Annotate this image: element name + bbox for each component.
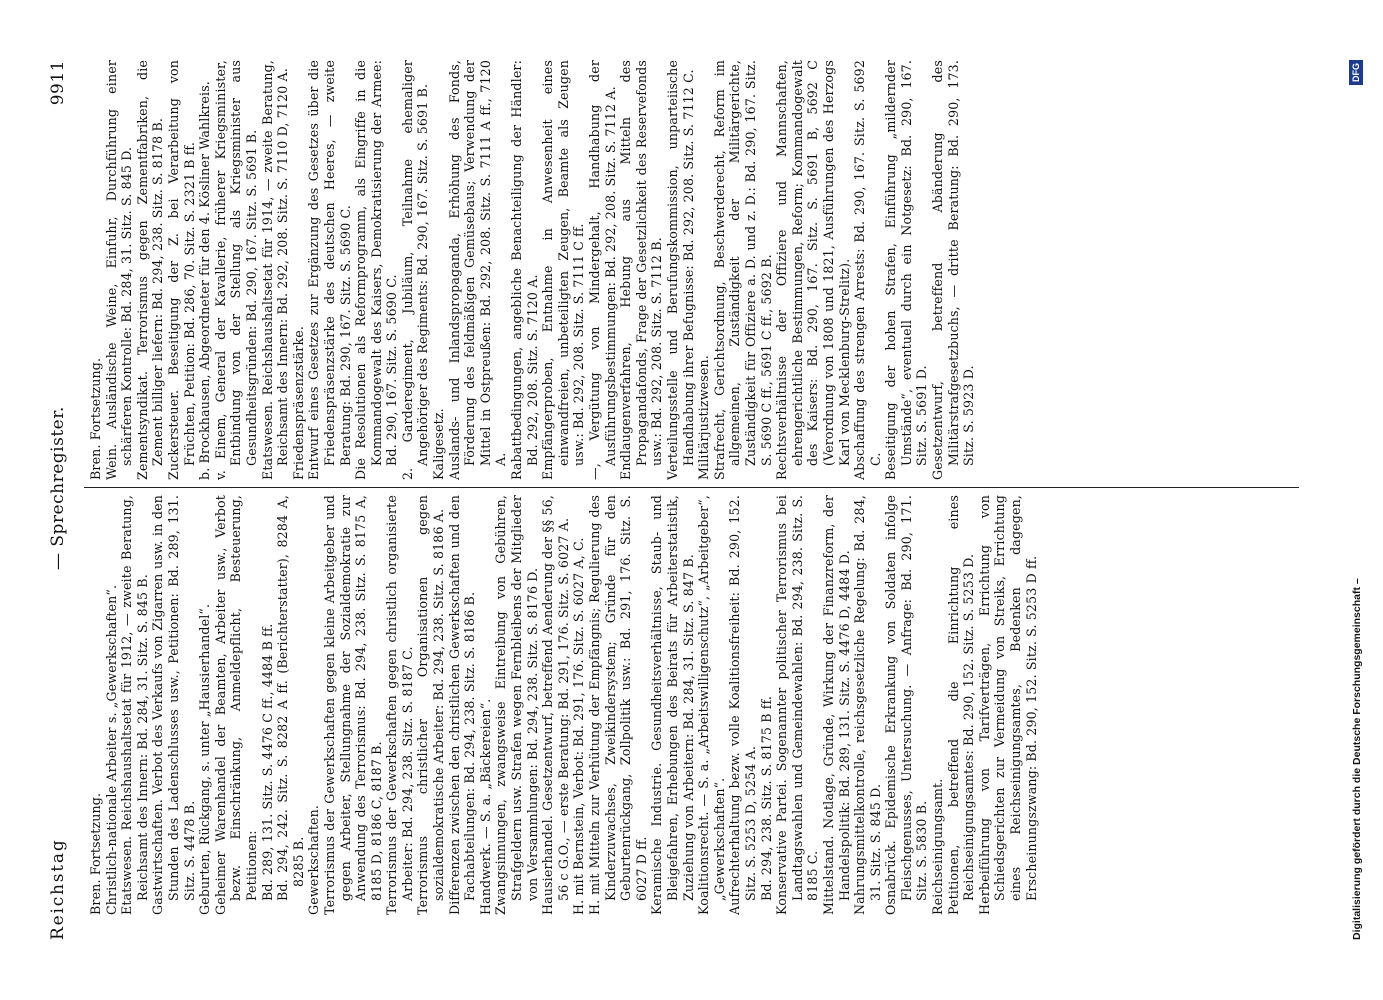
left-column-entry: Terrorismus der Gewerkschaften gegen kleine Arbeitgeber und gegen Arbeiter, Stellungnahme der Sozialdemokratie zur Anwendung des Terrorismus: Bd. 294, 238. Sitz. S. 8175 A, 8185 D, 8186 C, 8187 B. xyxy=(321,495,384,915)
left-column-entry: Terrorismus der Gewerkschaften gegen christlich organisierte Arbeiter: Bd. 294, 238. Sitz. S. 8187 C. xyxy=(384,495,415,915)
left-column-entry: Bd. 289, 131. Sitz. S. 4476 C ff., 4484 B ff. xyxy=(259,623,275,901)
right-column-entry: Kaligesetz. xyxy=(431,408,447,480)
right-column-entry: Rechtsverhältnisse der Offiziere und Mannschaften, ehrengerichtliche Bestimmungen, Reform; Kommandogewalt des Kaisers: Bd. 290, 167. Sitz. S. 5691 B, 5692 C (Verordnung von 1808 und 1821, Ausführungen des Herzogs Karl von Mecklenburg-Strelitz). xyxy=(774,60,852,480)
left-column-entry: Konservative Partei. Sogenannter politischer Terrorismus bei Landtagswahlen und Gemeindewahlen: Bd. 294, 238. Sitz. S. 8185 C. xyxy=(774,495,821,915)
left-column-entry: Mittelstand. Notlage, Gründe, Wirkung der Finanzreform, der Handelspolitik: Bd. 289, 131. Sitz. S. 4476 D, 4484 D. xyxy=(820,495,852,915)
left-column-entry: Bd. 294, 242. Sitz. S. 8282 A ff. (Berichterstatter), 8284 A, 8285 B. xyxy=(275,495,306,901)
right-column-entry: v. Einem, General der Kavallerie, früherer Kriegsminister, Entbindung von der Stellung als Kriegsminister aus Gesundheitsgründen: Bd. 290, 167. Sitz. S. 5691 B. xyxy=(212,60,259,480)
right-column-entry: Gesetzentwurf, betreffend Abänderung des Militärstrafgesetzbuchs, — dritte Beratung: Bd. 290, 173. Sitz. S. 5923 D. xyxy=(930,60,977,480)
column-divider xyxy=(84,487,1299,488)
right-column-entry: 2. Garderegiment, Jubiläum, Teilnahme ehemaliger Angehöriger des Regiments: Bd. 290, 167. Sitz. S. 5691 B. xyxy=(399,60,431,480)
right-column-entry: Verteilungsstelle und Berufungskommission, unparteiische Handhabung ihrer Befugnisse: Bd. 292, 208. Sitz. S. 7112 C. xyxy=(664,60,696,480)
right-column-entry: Die Resolutionen als Reformprogramm, als Eingriffe in die Kommandogewalt des Kaisers, Demokratisierung der Armee: Bd. 290, 167. Sitz. S. 5690 C. xyxy=(353,60,400,480)
left-column-entry: Etatswesen. Reichshaushaltsetat für 1912, — zweite Beratung, Reichsamt des Innern: Bd. 284, 31. Sitz. S. 845 B. xyxy=(119,495,150,915)
credit-text: Digitalisierung gefördert durch die Deutsche Forschungsgemeinschaft – xyxy=(1351,578,1363,940)
right-column-entry: Bren. Fortsetzung. xyxy=(88,357,103,480)
left-column-entry: Hausierhandel. Gesetzentwurf, betreffend Aenderung der §§ 56, 56 c G.O., — erste Beratung: Bd. 291, 176. Sitz. S. 6027 A. xyxy=(540,495,571,915)
right-column-entry: Wein. Ausländische Weine, Einfuhr, Durchführung einer schärferen Kontrolle: Bd. 284, 31. Sitz. S. 845 D. xyxy=(103,60,135,480)
left-column-entry: H. mit Mitteln zur Verhütung der Empfängnis; Regulierung des Kinderzuwachses, Zweikindersystem; Gründe für den Geburtenrückgang, Zollpolitik usw.: Bd. 291, 176. Sitz. S. 6027 D ff. xyxy=(587,495,649,915)
header-middle: — Sprechregister. xyxy=(48,406,68,570)
digitization-credit xyxy=(1350,60,1366,940)
right-column-entry: Zementsyndikat. Terrorismus gegen Zementfabriken, die Zement billiger liefern: Bd. 294, 238. Sitz. S. 8178 B. xyxy=(134,60,166,480)
right-column-entry: Abschaffung des strengen Arrests: Bd. 290, 167. Sitz. S. 5692 C. xyxy=(852,60,883,480)
left-column-entry: Geheimer Warenhandel der Beamten, Arbeiter usw., Verbot bezw. Einschränkung, Anmeldepflicht, Besteuerung, Petitionen: xyxy=(212,495,259,915)
left-column-entry: Geburten, Rückgang, s. unter „Hausierhandel“. xyxy=(197,603,213,915)
right-column-entry: Friedenspräsenzstärke. xyxy=(290,325,306,480)
left-column-entry: H. mit Bernstein, Verbot: Bd. 291, 176. Sitz. S. 6027 A, C. xyxy=(571,537,587,915)
left-column-entry: Bren. Fortsetzung. xyxy=(88,792,103,915)
left-column-entry: Petitionen, betreffend die Einrichtung eines Reichseinigungsamtes: Bd. 290, 152. Sitz. S. 5253 D. xyxy=(945,495,977,915)
left-column-entry: Keramische Industrie. Gesundheitsverhältnisse, Staub- und Bleigefahren, Erhebungen des Beirats für Arbeiterstatistik, Zuziehung von Arbeitern: Bd. 284, 31. Sitz. S. 847 B. xyxy=(649,495,696,915)
right-column-entry: b. Brockhausen, Abgeordneter für den 4. Kösliner Wahlkreis. xyxy=(197,81,213,480)
right-column-entry: Etatswesen. Reichshaushaltsetat für 1914, — zweite Beratung, Reichsamt des Innern: Bd. 292, 208. Sitz. S. 7110 D, 7120 A. xyxy=(259,60,291,480)
right-column-entry: Zuckersteuer. Beseitigung der Z. bei Verarbeitung von Früchten, Petition: Bd. 286, 70. Sitz. S. 2321 B ff. xyxy=(165,60,197,480)
left-column-entry: Herbeiführung von Tarifverträgen, Errichtung von Schiedsgerichten zur Vermeidung von Streiks, Errichtung eines Reichseinigungsamtes, Bedenken dagegen, Erscheinungszwang: Bd. 290, 152. Sitz. S. 5253 D ff. xyxy=(976,495,1039,915)
left-column-entry: Aufrechterhaltung bezw. volle Koalitionsfreiheit: Bd. 290, 152. Sitz. S. 5253 D, 5254 A. xyxy=(727,495,758,915)
right-column-entry: Auslands- und Inlandspropaganda, Erhöhung des Fonds, Förderung des feldmäßigen Gemüsebaus; Verwendung der Mittel in Ostpreußen: Bd. 292, 208. Sitz. S. 7111 A ff., 7120 A. xyxy=(446,60,509,480)
right-column xyxy=(88,60,1298,480)
left-column-entry: Reichseinigungsamt. xyxy=(930,778,946,915)
right-column-entry: —, Vergütung von Mindergehalt, Handhabung der Ausführungsbestimmungen: Bd. 292, 208. Sitz. S. 7112 A. xyxy=(587,60,618,480)
left-column-entry: Osnabrück. Epidemische Erkrankung von Soldaten infolge Fleischgenusses, Untersuchung. — Anfrage: Bd. 290, 171. Sitz. S. 5830 B. xyxy=(883,495,930,915)
page-number: 9911 xyxy=(48,60,68,106)
right-column-entry: Rabattbedingungen, angebliche Benachteiligung der Händler: Bd. 292, 208. Sitz. S. 7120 A. xyxy=(509,60,540,480)
left-column-entry: Bd. 294, 238. Sitz. S. 8175 B ff. xyxy=(758,695,774,901)
left-column-entry: Christlich-nationale Arbeiter s. „Gewerkschaften“. xyxy=(103,584,119,915)
right-column-entry: Militärjustizwesen. xyxy=(696,355,712,480)
left-column-entry: Koalitionsrecht. — S. a. „Arbeitswilligenschutz“, „Arbeitgeber“, „Gewerkschaften“. xyxy=(696,495,727,915)
right-column-entry: Empfängerproben, Entnahme in Anwesenheit eines einwandfreien, unbeteiligten Zeugen, Beamte als Zeugen usw.: Bd. 292, 208. Sitz. S. 7111 C ff. xyxy=(540,60,587,480)
left-column-entry: Gastwirtschaften. Verbot des Verkaufs von Zigarren usw. in den Stunden des Ladenschlusses usw., Petitionen: Bd. 289, 131. Sitz. S. 4478 B. xyxy=(150,495,197,915)
right-column-entry: Beseitigung der hohen Strafen, Einführung „mildernder Umstände“, eventuell durch ein Notgesetz: Bd. 290, 167. Sitz. S. 5691 D. xyxy=(883,60,930,480)
right-column-entry: Entwurf eines Gesetzes zur Ergänzung des Gesetzes über die Friedenspräsenzstärke des deutschen Heeres, — zweite Beratung: Bd. 290, 167. Sitz. S. 5690 C. xyxy=(306,60,353,480)
right-column-entry: Strafrecht, Gerichtsordnung, Beschwerderecht, Reform im allgemeinen, Zuständigkeit der Militärgerichte, Zuständigkeit für Offiziere a. D. und z. D.: Bd. 290, 167. Sitz. S. 5690 C ff., 5691 C ff., 5692 B. xyxy=(711,60,774,480)
right-column-entry: Endlaugenverfahren, Hebung aus Mitteln des Propagandafonds, Frage der Gesetzlichkeit des Reservefonds usw.: Bd. 292, 208. Sitz. S. 7112 B. xyxy=(618,60,665,480)
header-left: Reichstag xyxy=(48,838,68,940)
dfg-logo: DFG xyxy=(1349,60,1363,85)
left-column-entry: Handwerk. — S. a. „Bäckereien“. xyxy=(477,698,493,915)
left-column-entry: Gewerkschaften. xyxy=(306,804,322,915)
left-column xyxy=(88,495,1298,915)
running-head xyxy=(48,60,74,940)
left-column-entry: Terrorismus christlicher Organisationen gegen sozialdemokratische Arbeiter: Bd. 294, 238. Sitz. S. 8186 A. xyxy=(415,495,447,915)
left-column-entry: Zwangsinnungen, zwangsweise Eintreibung von Gebühren, Strafgeldern usw. Strafen wegen Fernbleibens der Mitglieder von Versammlungen: Bd. 294, 238. Sitz. S. 8176 D. xyxy=(493,495,540,915)
left-column-entry: Nahrungsmittelkontrolle, reichsgesetzliche Regelung: Bd. 284, 31. Sitz. S. 845 D. xyxy=(852,495,883,915)
left-column-entry: Differenzen zwischen den christlichen Gewerkschaften und den Fachabteilungen: Bd. 294, 238. Sitz. S. 8186 B. xyxy=(446,495,478,915)
